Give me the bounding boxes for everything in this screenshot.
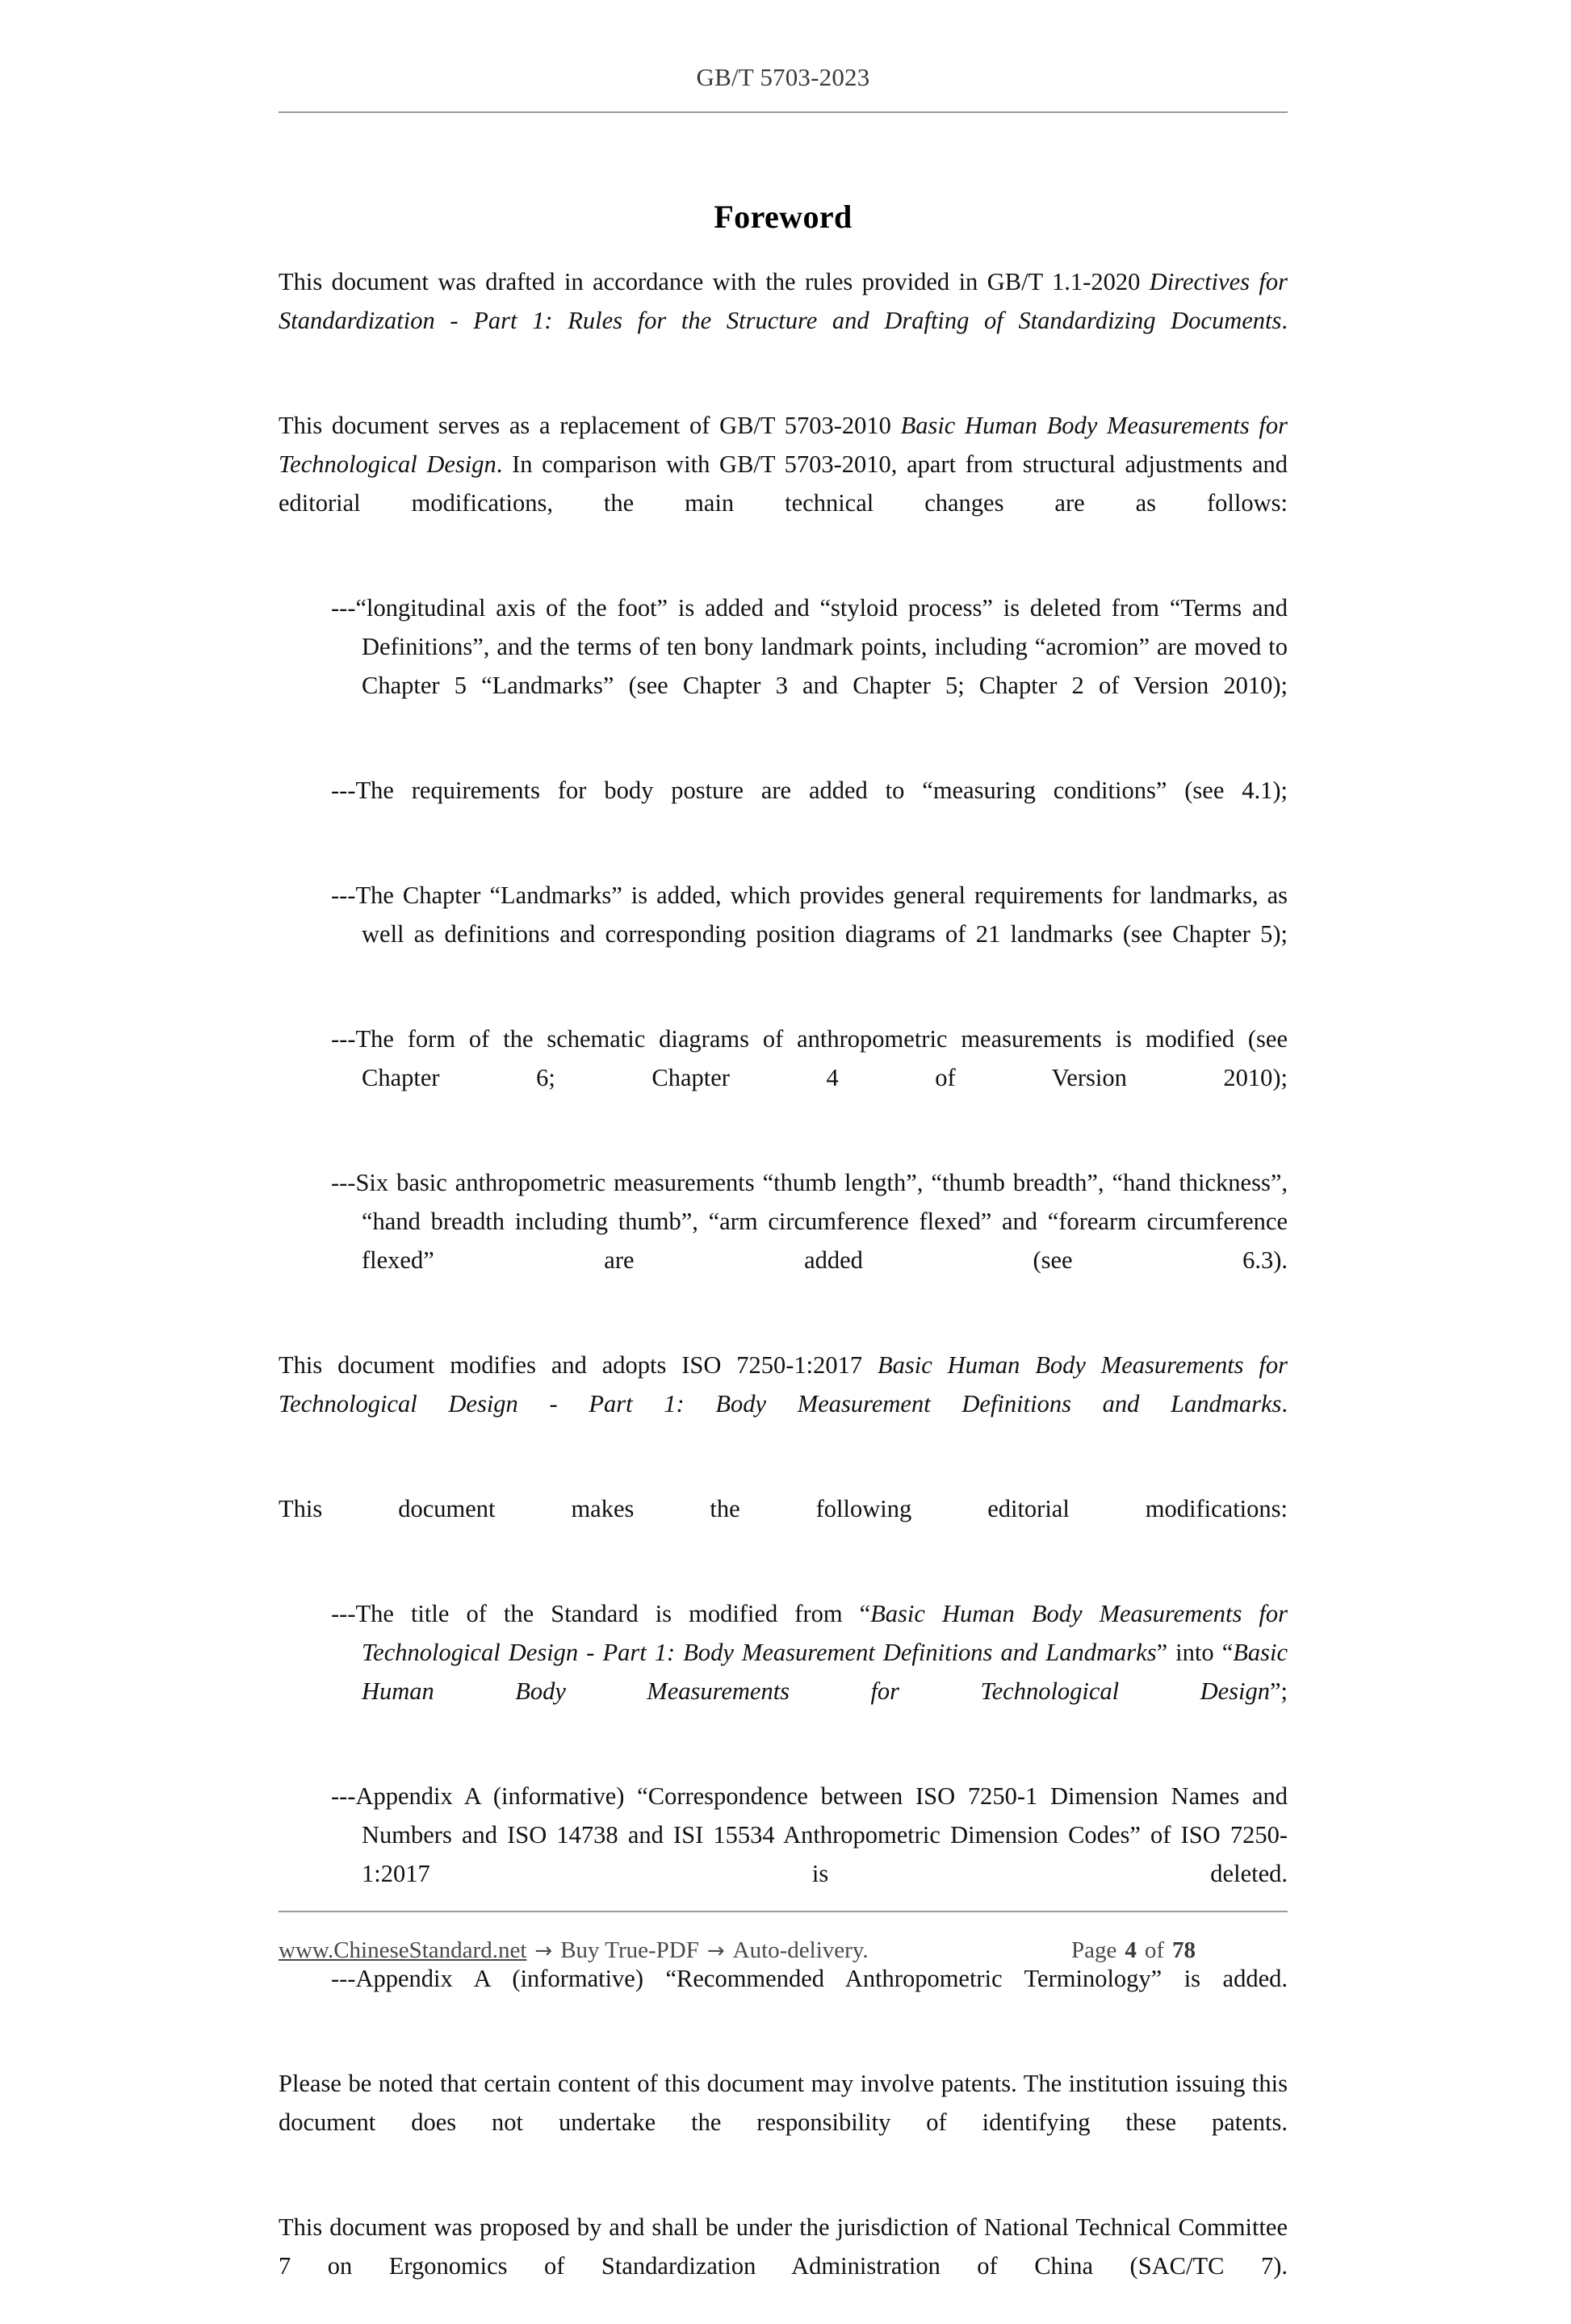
footer-promo	[279, 1937, 869, 1964]
change-item-body-posture: ---The requirements for body posture are added to “measuring conditions” (see 4.1);	[331, 777, 1288, 804]
page-label: Page	[1070, 1937, 1117, 1963]
of-label: of	[1144, 1937, 1164, 1963]
editorial-item-appendix-added: ---Appendix A (informative) “Recommended Anthropometric Terminology” is added.	[331, 1965, 1288, 1992]
arrow-right-icon-2: →	[706, 1939, 725, 1963]
para2-text-lead: This document serves as a replacement of GB/T 5703-2010	[279, 412, 901, 439]
header-divider	[279, 111, 1288, 113]
editorial-item-appendix-deleted: ---Appendix A (informative) “Correspondence between ISO 7250-1 Dimension Names and Numbers and ISO 14738 and ISI 15534 Anthropometric Dimension Codes” of ISO 7250-1:2017 is deleted.	[331, 1782, 1288, 1887]
change-item-six-measurements: ---Six basic anthropometric measurements “thumb length”, “thumb breadth”, “hand thickness”, “hand breadth including thumb”, “arm circumference flexed” and “forearm circumference flexed” are added (see 6.3).	[331, 1169, 1288, 1274]
editorial-item-title-change	[279, 1594, 1288, 1749]
change-item-landmarks-chapter: ---The Chapter “Landmarks” is added, which provides general requirements for landmarks, as well as definitions and corresponding position diagrams of 21 landmarks (see Chapter 5);	[331, 881, 1288, 948]
page-number: 4	[1125, 1937, 1137, 1963]
change-item-schematic-diagrams: ---The form of the schematic diagrams of anthropometric measurements is modified (see Chapter 6; Chapter 4 of Version 2010);	[331, 1025, 1288, 1091]
item6-text-tail: ”;	[1269, 1677, 1288, 1705]
footer-divider	[279, 1911, 1288, 1912]
page-footer	[279, 1937, 1288, 1964]
para2-title-italic: Basic Human Body Measurements for Technological Design	[279, 412, 1288, 478]
item6-text-lead: ---The title of the Standard is modified from “	[331, 1600, 871, 1627]
para3-text-tail: .	[1281, 1390, 1288, 1417]
item6-text-mid: ” into “	[1156, 1639, 1234, 1666]
footer-website-link[interactable]: www.ChineseStandard.net	[279, 1937, 527, 1963]
document-body	[279, 262, 1288, 2324]
paragraph-drafting-rules	[279, 262, 1288, 379]
paragraph-jurisdiction: This document was proposed by and shall be under the jurisdiction of National Technical Committee 7 on Ergonomics of Standardization Administration of China (SAC/TC 7).	[279, 2213, 1288, 2280]
footer-step-auto-delivery: Auto-delivery.	[732, 1937, 869, 1963]
arrow-right-icon: →	[534, 1939, 553, 1963]
item6-old-title-italic: Basic Human Body Measurements for Technological Design - Part 1: Body Measurement Definitions and Landmarks	[362, 1600, 1288, 1666]
change-item-longitudinal-axis: ---“longitudinal axis of the foot” is added and “styloid process” is deleted from “Terms and Definitions”, and the terms of ten bony landmark points, including “acromion” are moved to Chapter 5 “Landmarks” (see Chapter 3 and Chapter 5; Chapter 2 of Version 2010);	[331, 594, 1288, 699]
running-header-standard-code: GB/T 5703-2023	[696, 63, 870, 91]
para3-title-italic: Basic Human Body Measurements for Technological Design - Part 1: Body Measurement Definitions and Landmarks	[279, 1351, 1288, 1417]
page-title: Foreword	[714, 198, 853, 235]
footer-step-buy-pdf: Buy True-PDF	[560, 1937, 699, 1963]
page-indicator	[1068, 1937, 1288, 1964]
para1-text-tail: .	[1281, 307, 1288, 334]
paragraph-replacement	[279, 406, 1288, 561]
paragraph-iso-adoption	[279, 1346, 1288, 1462]
para2-text-tail: . In comparison with GB/T 5703-2010, apart from structural adjustments and editorial modifications, the main technical changes are as follows:	[279, 450, 1288, 517]
paragraph-patent-notice: Please be noted that certain content of this document may involve patents. The institution issuing this document does not undertake the responsibility of identifying these patents.	[279, 2070, 1288, 2136]
item6-new-title-italic: Basic Human Body Measurements for Technological Design	[362, 1639, 1288, 1705]
para3-text-lead: This document modifies and adopts ISO 7250-1:2017	[279, 1351, 878, 1379]
para1-title-italic: Directives for Standardization - Part 1: Rules for the Structure and Drafting of Standardizing Documents	[279, 268, 1288, 334]
para1-text-lead: This document was drafted in accordance with the rules provided in GB/T 1.1-2020	[279, 268, 1150, 295]
paragraph-editorial-intro: This document makes the following editorial modifications:	[279, 1495, 1288, 1522]
page-total: 78	[1172, 1937, 1196, 1963]
